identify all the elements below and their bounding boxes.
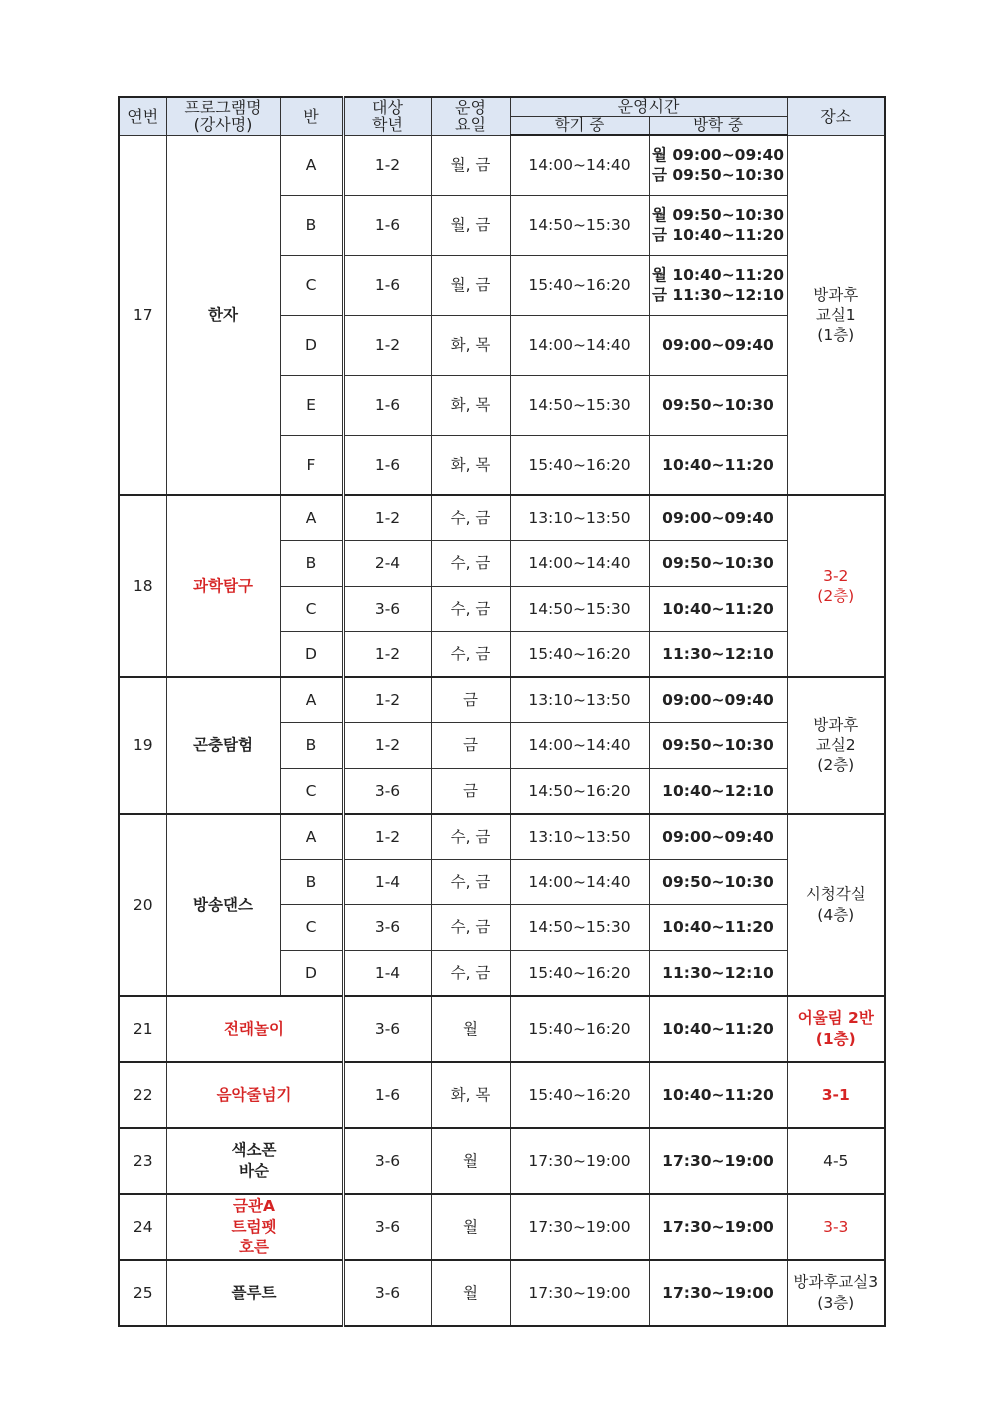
header-no: 연번: [119, 97, 166, 135]
term-time-cell: 15:40~16:20: [510, 1062, 649, 1128]
vacation-time-cell: [649, 632, 787, 678]
days-cell: 금: [431, 723, 510, 769]
class-cell: C: [280, 586, 343, 632]
class-cell: B: [280, 859, 343, 905]
table-row: [119, 495, 885, 541]
program-name: 곤충탐험: [166, 677, 280, 814]
vacation-time-cell: 17:30~19:00: [649, 1260, 787, 1326]
class-cell: A: [280, 495, 343, 541]
vacation-time-cell: [649, 905, 787, 951]
row-number: 25: [119, 1260, 166, 1326]
days-cell: 화, 목: [431, 375, 510, 435]
grade-cell: 3-6: [343, 768, 431, 814]
term-time-cell: 17:30~19:00: [510, 1128, 649, 1194]
term-time-cell: 14:00~14:40: [510, 135, 649, 195]
cell-line: 10:40~11:20: [662, 918, 774, 937]
grade-cell: 1-4: [343, 859, 431, 905]
days-cell: 월, 금: [431, 195, 510, 255]
class-cell: D: [280, 632, 343, 678]
cell-line: 09:00~09:40: [662, 509, 774, 528]
days-cell: 수, 금: [431, 495, 510, 541]
table-body: [119, 135, 885, 1326]
place-cell: [787, 1062, 885, 1128]
place-cell: [787, 814, 885, 996]
cell-line: 전래놀이: [224, 1019, 284, 1038]
term-time-cell: 14:00~14:40: [510, 541, 649, 587]
class-cell: E: [280, 375, 343, 435]
grade-cell: 3-6: [343, 905, 431, 951]
term-time-cell: 14:50~15:30: [510, 375, 649, 435]
term-time-cell: 15:40~16:20: [510, 632, 649, 678]
cell-line: 어울림 2반: [797, 1009, 874, 1028]
vacation-time-cell: [649, 950, 787, 996]
days-cell: 화, 목: [431, 1062, 510, 1128]
cell-line: 음악줄넘기: [216, 1085, 292, 1104]
program-name: [166, 1062, 343, 1128]
vacation-time-cell: [649, 495, 787, 541]
header-grade: 대상 학년: [343, 97, 431, 135]
cell-line: (1층): [817, 325, 855, 344]
cell-line: 3-1: [821, 1085, 850, 1104]
class-cell: C: [280, 905, 343, 951]
days-cell: 금: [431, 677, 510, 723]
cell-line: 방과후: [813, 716, 859, 735]
grade-cell: 2-4: [343, 541, 431, 587]
cell-line: 금 10:40~11:20: [651, 226, 785, 245]
vacation-time-cell: [649, 859, 787, 905]
row-number: 24: [119, 1194, 166, 1260]
class-cell: C: [280, 255, 343, 315]
grade-cell: 1-2: [343, 495, 431, 541]
cell-line: 09:00~09:40: [662, 336, 774, 355]
table-header: [119, 97, 885, 135]
grade-cell: 1-6: [343, 195, 431, 255]
term-time-cell: 15:40~16:20: [510, 435, 649, 495]
term-time-cell: 14:50~15:30: [510, 905, 649, 951]
cell-line: 10:40~11:20: [662, 455, 774, 474]
class-cell: B: [280, 195, 343, 255]
vacation-time-cell: 10:40~11:20: [649, 1062, 787, 1128]
days-cell: 월: [431, 1128, 510, 1194]
class-cell: D: [280, 315, 343, 375]
cell-line: 10:40~12:10: [662, 781, 774, 800]
days-cell: 월: [431, 996, 510, 1062]
row-number: 19: [119, 677, 166, 814]
days-cell: 수, 금: [431, 859, 510, 905]
class-cell: A: [280, 135, 343, 195]
days-cell: 수, 금: [431, 541, 510, 587]
grade-cell: 3-6: [343, 1194, 431, 1260]
cell-line: 09:00~09:40: [662, 691, 774, 710]
header-days: 운영 요일: [431, 97, 510, 135]
program-name: 과학탐구: [166, 495, 280, 677]
header-class: 반: [280, 97, 343, 135]
cell-line: 교실2: [815, 736, 856, 755]
program-name: [166, 1260, 343, 1326]
cell-line: 09:50~10:30: [662, 872, 774, 891]
cell-line: 11:30~12:10: [662, 645, 774, 664]
vacation-time-cell: [649, 723, 787, 769]
cell-line: 09:50~10:30: [662, 554, 774, 573]
class-cell: B: [280, 541, 343, 587]
term-time-cell: 13:10~13:50: [510, 677, 649, 723]
table-row: [119, 1194, 885, 1260]
grade-cell: 3-6: [343, 1260, 431, 1326]
cell-line: 금 11:30~12:10: [651, 286, 785, 305]
days-cell: 화, 목: [431, 315, 510, 375]
header-place: 장소: [787, 97, 885, 135]
days-cell: 수, 금: [431, 814, 510, 860]
class-cell: F: [280, 435, 343, 495]
vacation-time-cell: [649, 315, 787, 375]
program-name: [166, 1194, 343, 1260]
grade-cell: 3-6: [343, 996, 431, 1062]
cell-line: 10:40~11:20: [662, 599, 774, 618]
place-cell: [787, 1260, 885, 1326]
term-time-cell: 17:30~19:00: [510, 1260, 649, 1326]
vacation-time-cell: [649, 255, 787, 315]
row-number: 23: [119, 1128, 166, 1194]
days-cell: 수, 금: [431, 586, 510, 632]
cell-line: 09:50~10:30: [662, 736, 774, 755]
days-cell: 월: [431, 1260, 510, 1326]
term-time-cell: 14:00~14:40: [510, 315, 649, 375]
days-cell: 월, 금: [431, 255, 510, 315]
grade-cell: 1-2: [343, 814, 431, 860]
days-cell: 수, 금: [431, 632, 510, 678]
place-cell: [787, 996, 885, 1062]
schedule-table: [118, 96, 886, 1327]
days-cell: 월, 금: [431, 135, 510, 195]
grade-cell: 1-2: [343, 135, 431, 195]
term-time-cell: 15:40~16:20: [510, 255, 649, 315]
place-cell: [787, 1128, 885, 1194]
cell-line: 색소폰: [231, 1141, 277, 1160]
grade-cell: 1-2: [343, 315, 431, 375]
program-name: 방송댄스: [166, 814, 280, 996]
grade-cell: 1-6: [343, 375, 431, 435]
cell-line: 교실1: [815, 305, 856, 324]
cell-line: 4-5: [823, 1151, 849, 1170]
program-name: [166, 996, 343, 1062]
cell-line: 월 09:50~10:30: [651, 205, 785, 224]
term-time-cell: 14:50~16:20: [510, 768, 649, 814]
grade-cell: 1-6: [343, 1062, 431, 1128]
program-name: 한자: [166, 135, 280, 495]
row-number: 21: [119, 996, 166, 1062]
cell-line: 바순: [239, 1161, 269, 1180]
term-time-cell: 13:10~13:50: [510, 814, 649, 860]
header-vacation: 방학 중: [649, 116, 787, 135]
vacation-time-cell: [649, 375, 787, 435]
class-cell: B: [280, 723, 343, 769]
class-cell: A: [280, 677, 343, 723]
cell-line: 금관A: [233, 1197, 275, 1216]
days-cell: 화, 목: [431, 435, 510, 495]
vacation-time-cell: 17:30~19:00: [649, 1128, 787, 1194]
table-row: [119, 677, 885, 723]
table-row: [119, 1260, 885, 1326]
class-cell: D: [280, 950, 343, 996]
vacation-time-cell: [649, 814, 787, 860]
grade-cell: 1-6: [343, 435, 431, 495]
cell-line: 시청각실: [805, 885, 866, 904]
cell-line: 09:50~10:30: [662, 396, 774, 415]
term-time-cell: 13:10~13:50: [510, 495, 649, 541]
cell-line: (2층): [817, 756, 855, 775]
cell-line: 3-3: [823, 1217, 849, 1236]
place-cell: [787, 1194, 885, 1260]
program-name: [166, 1128, 343, 1194]
cell-line: (3층): [817, 1293, 855, 1312]
cell-line: 3-2: [823, 566, 849, 585]
header-program: 프로그램명 (강사명): [166, 97, 280, 135]
row-number: 22: [119, 1062, 166, 1128]
vacation-time-cell: [649, 541, 787, 587]
table-row: [119, 1128, 885, 1194]
cell-line: (4층): [817, 905, 855, 924]
table-row: [119, 135, 885, 195]
cell-line: 09:00~09:40: [662, 827, 774, 846]
grade-cell: 1-2: [343, 632, 431, 678]
vacation-time-cell: 17:30~19:00: [649, 1194, 787, 1260]
term-time-cell: 15:40~16:20: [510, 996, 649, 1062]
days-cell: 월: [431, 1194, 510, 1260]
grade-cell: 1-2: [343, 723, 431, 769]
place-cell: [787, 677, 885, 814]
row-number: 20: [119, 814, 166, 996]
vacation-time-cell: [649, 135, 787, 195]
header-term: 학기 중: [510, 116, 649, 135]
term-time-cell: 17:30~19:00: [510, 1194, 649, 1260]
cell-line: 금 09:50~10:30: [651, 166, 785, 185]
cell-line: 플루트: [231, 1283, 277, 1302]
cell-line: 호른: [239, 1237, 269, 1256]
days-cell: 수, 금: [431, 950, 510, 996]
table-row: [119, 814, 885, 860]
row-number: 18: [119, 495, 166, 677]
header-time: 운영시간: [510, 97, 787, 116]
vacation-time-cell: 10:40~11:20: [649, 996, 787, 1062]
grade-cell: 3-6: [343, 1128, 431, 1194]
grade-cell: 1-6: [343, 255, 431, 315]
table-row: [119, 1062, 885, 1128]
cell-line: 방과후교실3: [793, 1273, 879, 1292]
term-time-cell: 14:00~14:40: [510, 859, 649, 905]
vacation-time-cell: [649, 195, 787, 255]
vacation-time-cell: [649, 768, 787, 814]
cell-line: 11:30~12:10: [662, 963, 774, 982]
days-cell: 수, 금: [431, 905, 510, 951]
place-cell: [787, 135, 885, 495]
cell-line: (2층): [817, 587, 855, 606]
cell-line: 트럼펫: [231, 1217, 277, 1236]
term-time-cell: 14:50~15:30: [510, 586, 649, 632]
term-time-cell: 14:00~14:40: [510, 723, 649, 769]
term-time-cell: 14:50~15:30: [510, 195, 649, 255]
vacation-time-cell: [649, 677, 787, 723]
cell-line: (1층): [815, 1029, 856, 1048]
grade-cell: 3-6: [343, 586, 431, 632]
grade-cell: 1-4: [343, 950, 431, 996]
grade-cell: 1-2: [343, 677, 431, 723]
cell-line: 월 09:00~09:40: [651, 146, 785, 165]
row-number: 17: [119, 135, 166, 495]
place-cell: [787, 495, 885, 677]
table-row: [119, 996, 885, 1062]
days-cell: 금: [431, 768, 510, 814]
term-time-cell: 15:40~16:20: [510, 950, 649, 996]
class-cell: A: [280, 814, 343, 860]
vacation-time-cell: [649, 586, 787, 632]
cell-line: 방과후: [813, 285, 859, 304]
class-cell: C: [280, 768, 343, 814]
vacation-time-cell: [649, 435, 787, 495]
cell-line: 월 10:40~11:20: [651, 265, 785, 284]
